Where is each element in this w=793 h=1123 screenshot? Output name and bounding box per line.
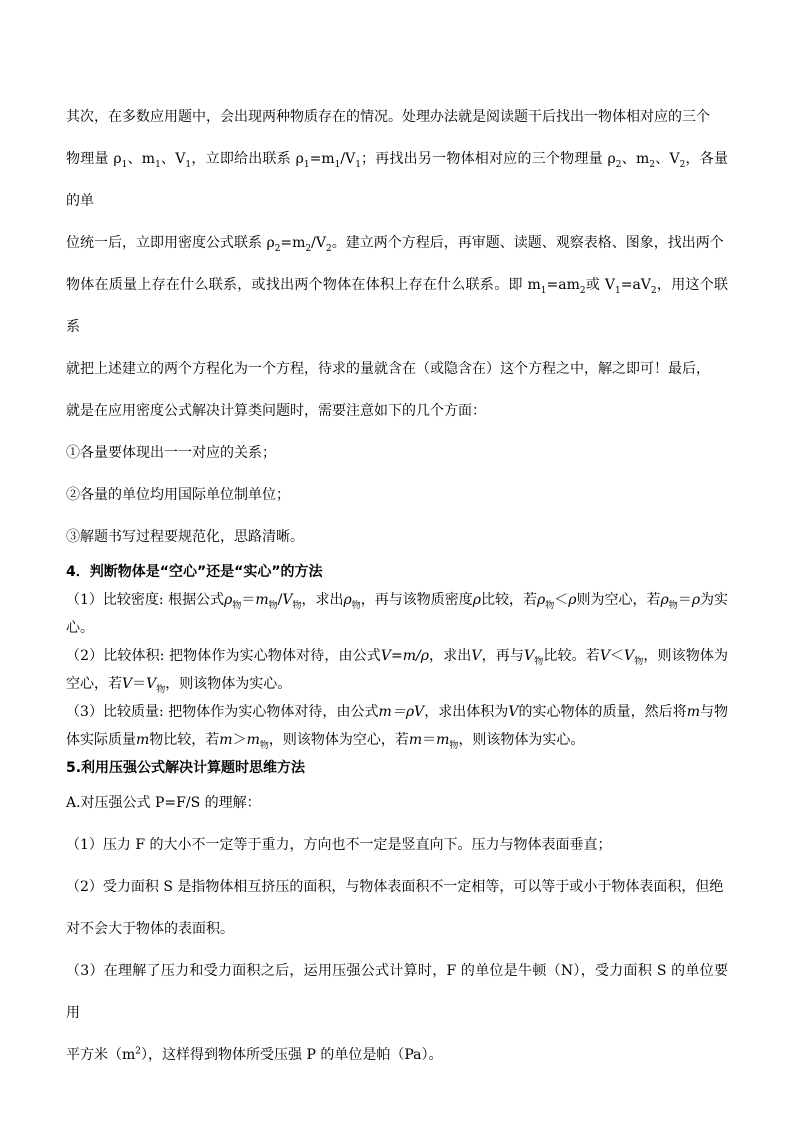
subscript: 2 <box>305 243 312 254</box>
text-run: ，则该物体 <box>643 648 714 664</box>
math-symbol: m <box>219 732 233 748</box>
subscript: 2 <box>326 243 332 254</box>
subscript: 2 <box>274 243 281 254</box>
text-run: 、m <box>621 151 650 167</box>
text-run: ，求出 <box>301 592 344 608</box>
subscript: 物 <box>634 656 644 667</box>
text-run: ，再与该物质密度 <box>360 592 473 608</box>
text-run: 就把上述建立的两个方程化为一个方程，待求的量就含在（或隐含在）这个方程之中，解之即可！最后， <box>66 361 710 377</box>
subscript: 物 <box>156 684 166 695</box>
subscript: 1 <box>121 159 128 170</box>
text-run: ＝ <box>132 676 147 692</box>
math-symbol: ρ <box>224 592 233 608</box>
text-run: 为实心。 <box>66 592 729 636</box>
math-symbol: V <box>524 648 535 664</box>
math-symbol: ρ <box>472 592 482 608</box>
text-run: ，再与 <box>481 648 525 664</box>
text-run: （1）比较密度: 根据公式 <box>66 592 225 608</box>
text-line <box>66 348 728 390</box>
text-run: ，用这个联系 <box>66 277 729 335</box>
section-5-body <box>66 782 728 1076</box>
subscript: 2 <box>649 159 655 170</box>
notes-list <box>66 432 728 558</box>
list-item <box>66 586 728 642</box>
subscript: 1 <box>155 159 161 170</box>
subscript: 物 <box>351 600 361 611</box>
math-symbol: ρ <box>568 592 577 608</box>
subscript: 物 <box>668 600 678 611</box>
math-symbol: ρ <box>537 592 546 608</box>
text-run: ，各量的单 <box>66 151 729 209</box>
text-run: 。建立两个方程后，再审题、读题、观察表格、图象，找出两个 <box>331 235 724 251</box>
subscript: 1 <box>334 159 341 170</box>
text-line <box>66 390 728 432</box>
list-item: ③解题书写过程要规范化，思路清晰。 <box>66 529 304 545</box>
text-run: ＞ <box>232 732 247 748</box>
subscript: 1 <box>540 285 547 296</box>
math-formula: V=m/ρ <box>380 648 429 664</box>
subscript: 1 <box>185 159 192 170</box>
subscript: 2 <box>615 159 622 170</box>
superscript: 2 <box>135 1046 142 1057</box>
text-run: 比较，若 <box>481 592 538 608</box>
subscript: 物 <box>259 740 269 751</box>
paragraph-density-application <box>66 96 728 432</box>
subscript: 1 <box>303 159 310 170</box>
subscript: 2 <box>679 159 686 170</box>
text-run: 位统一后，立即用密度公式联系 ρ <box>66 235 275 251</box>
text-run: 的实心物体的质量，然后将 <box>518 704 687 720</box>
text-run: 为空心，若 <box>66 648 728 692</box>
math-symbol: m <box>408 732 423 748</box>
subscript: 2 <box>650 285 657 296</box>
subscript: 物 <box>545 600 555 611</box>
text-run: 就是在应用密度公式解决计算类问题时，需要注意如下的几个方面： <box>66 403 486 419</box>
text-run: （3）在理解了压力和受力面积之后，运用压强公式计算时，F 的单位是牛顿（N），受力面积 S 的单位要用 <box>66 963 728 1021</box>
text-run: 或 V <box>585 277 615 293</box>
text-line <box>66 264 728 348</box>
text-line <box>66 138 728 222</box>
text-run: /V <box>340 151 356 167</box>
subscript: 1 <box>355 159 361 170</box>
text-run: （3）比较质量: 把物体作为实心物体对待，由公式 <box>66 704 379 720</box>
text-run: =am <box>546 277 580 293</box>
text-run: 、V <box>160 151 186 167</box>
math-symbol: ρ <box>660 592 669 608</box>
text-run: ，则该物体为实心。 <box>165 676 292 692</box>
math-symbol: ρ <box>691 592 701 608</box>
list-item <box>66 950 728 1034</box>
list-item: ②各量的单位均用国际单位制单位； <box>66 487 290 503</box>
math-formula: m＝ρV <box>378 704 425 720</box>
list-item <box>66 642 728 698</box>
text-run: 平方米（m <box>66 1047 136 1063</box>
text-run: 则为空心，若 <box>576 592 661 608</box>
text-run: ；再找出另一物体相对应的三个物理量 ρ <box>360 151 616 167</box>
subscript: 1 <box>614 285 621 296</box>
sub-heading: A.对压强公式 P=F/S 的理解： <box>66 795 261 811</box>
math-symbol: V <box>471 648 482 664</box>
list-item <box>66 866 728 908</box>
text-run: ＜ <box>610 648 625 664</box>
text-line <box>66 96 728 138</box>
text-run: =m <box>309 151 335 167</box>
text-run: 、V <box>655 151 680 167</box>
text-run: ，则该物体为空心，若 <box>268 732 409 748</box>
text-run: ，则该物体为实心。 <box>458 732 585 748</box>
math-symbol: ρ <box>343 592 352 608</box>
subscript: 物 <box>449 740 459 751</box>
subscript: 物 <box>292 600 302 611</box>
text-line <box>66 222 728 264</box>
text-run: ＝ <box>422 732 437 748</box>
list-item: ①各量要体现出一一对应的关系； <box>66 445 276 461</box>
math-symbol: m <box>436 732 450 748</box>
text-run: （2）受力面积 S 是指物体相互挤压的面积，与物体表面积不一定相等，可以等于或小于物体表面积，但绝 <box>66 879 724 895</box>
math-symbol: V <box>624 648 635 664</box>
text-run: （2）比较体积: 把物体作为实心物体对待，由公式 <box>66 648 381 664</box>
text-run: / <box>277 592 283 608</box>
text-run: ，求出 <box>428 648 472 664</box>
math-symbol: m <box>246 732 260 748</box>
text-run: ＝ <box>677 592 692 608</box>
subscript: 物 <box>268 600 278 611</box>
text-run: ＝ <box>241 592 256 608</box>
section-heading: 5.利用压强公式解决计算题时思维方法 <box>66 760 306 776</box>
text-run: 其次，在多数应用题中，会出现两种物质存在的情况。处理办法就是阅读题干后找出一物体相对应的三个 <box>66 109 710 125</box>
math-symbol: V <box>122 676 133 692</box>
text-run: ，求出体积为 <box>424 704 509 720</box>
text-run: =m <box>280 235 306 251</box>
list-item <box>66 698 728 754</box>
subscript: 物 <box>232 600 242 611</box>
math-symbol: m <box>686 704 700 720</box>
math-symbol: V <box>508 704 519 720</box>
text-run: 对不会大于物体的表面积。 <box>66 921 234 937</box>
math-symbol: V <box>599 648 611 664</box>
text-run: ，立即给出联系 ρ <box>191 151 304 167</box>
text-run: 比较。若 <box>543 648 600 664</box>
list-item: （1）压力 F 的大小不一定等于重力，方向也不一定是竖直向下。压力与物体表面垂直； <box>66 837 612 853</box>
math-symbol: m <box>255 592 269 608</box>
text-run: ＜ <box>554 592 569 608</box>
math-symbol: V <box>146 676 157 692</box>
text-run: ），这样得到物体所受压强 P 的单位是帕（Pa）。 <box>141 1047 443 1063</box>
document-page <box>66 96 728 1076</box>
subscript: 2 <box>579 285 586 296</box>
text-run: 物理量 ρ <box>66 151 122 167</box>
math-symbol: V <box>282 592 293 608</box>
section-heading: 4．判断物体是“空心”还是“实心”的方法 <box>66 564 323 580</box>
text-run: 物比较，若 <box>149 732 220 748</box>
math-symbol: m <box>136 732 150 748</box>
text-line <box>66 908 728 950</box>
text-run: 与 <box>699 704 715 720</box>
subscript: 物 <box>534 656 544 667</box>
text-run: /V <box>311 235 326 251</box>
section-4-body <box>66 586 728 754</box>
text-run: 物体实际质量 <box>66 704 729 748</box>
text-line <box>66 1034 728 1076</box>
text-run: 、m <box>127 151 156 167</box>
text-run: 物体在质量上存在什么联系，或找出两个物体在体积上存在什么联系。即 m <box>66 277 541 293</box>
text-run: =aV <box>620 277 651 293</box>
